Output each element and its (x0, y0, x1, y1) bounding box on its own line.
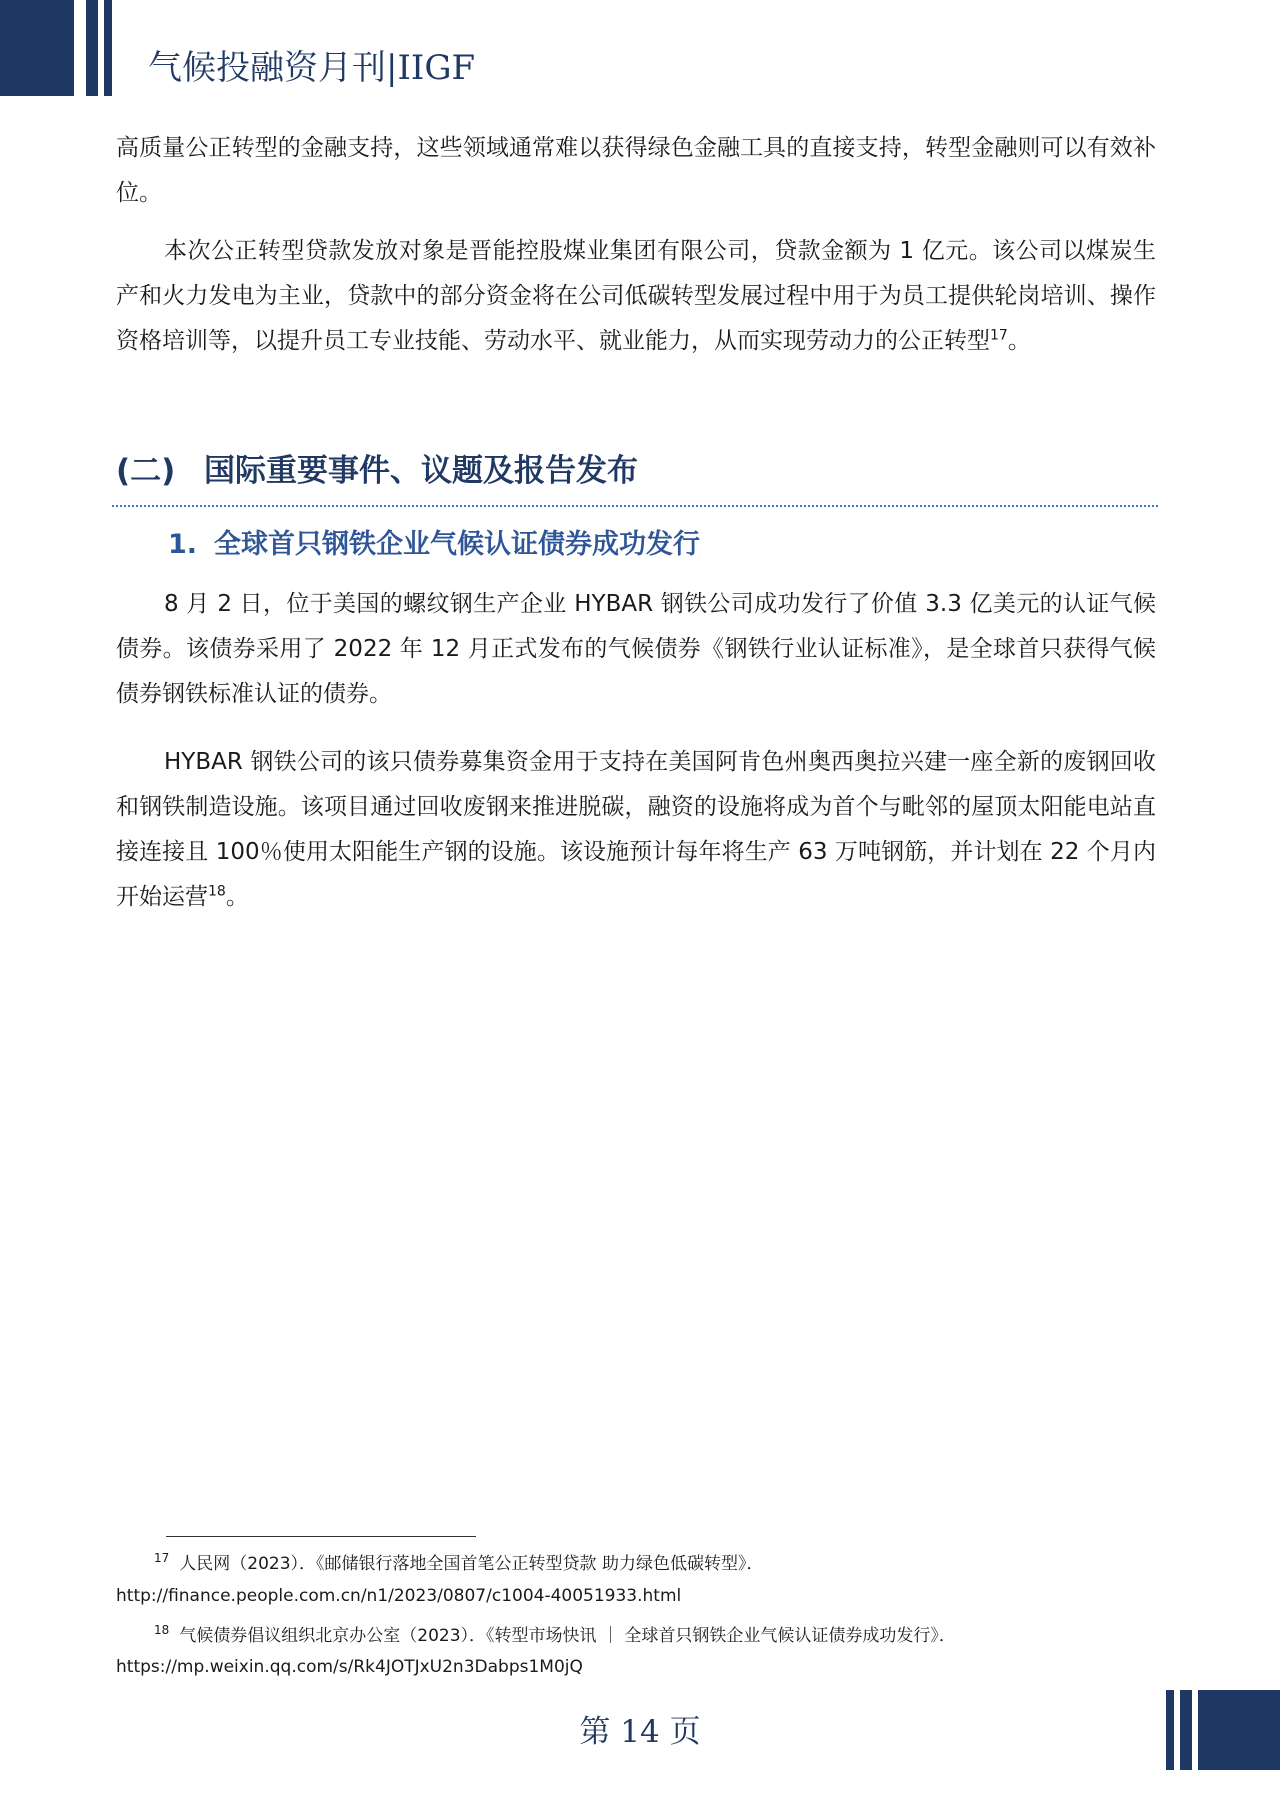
section-number: (二) (116, 453, 176, 489)
subsection-heading (168, 522, 700, 561)
section-title: 国际重要事件、议题及报告发布 (204, 453, 638, 489)
subsection-number: 1. (168, 529, 198, 560)
footnote-rule (166, 1536, 476, 1537)
header-title: 气候投融资月刊|IIGF (148, 48, 476, 88)
section-heading (116, 445, 638, 490)
paragraph-2 (116, 229, 1156, 364)
paragraph-2-text: 本次公正转型贷款发放对象是晋能控股煤业集团有限公司，贷款金额为 1 亿元。该公司以煤炭生产和火力发电为主业，贷款中的部分资金将在公司低碳转型发展过程中用于为员工提供轮岗培训、操作资格培训等，以提升员工专业技能、劳动水平、就业能力，从而实现劳动力的公正转型 (116, 238, 1156, 354)
paragraph-3: 8 月 2 日，位于美国的螺纹钢生产企业 HYBAR 钢铁公司成功发行了价值 3.3 亿美元的认证气候债券。该债券采用了 2022 年 12 月正式发布的气候债券《钢铁行业认证标准》，是全球首只获得气候债券钢铁标准认证的债券。 (116, 591, 1156, 707)
footer-bar-3 (1198, 1690, 1280, 1770)
header-bar-3 (104, 0, 112, 96)
footer-bar-1 (1166, 1690, 1174, 1770)
footnote-18 (154, 1621, 956, 1646)
paragraph-4 (116, 740, 1156, 920)
footer-bar-2 (1180, 1690, 1192, 1770)
footnote-17 (154, 1549, 763, 1574)
footnote-17-mark: 17 (154, 1551, 170, 1566)
paragraph-4-end: 。 (225, 884, 249, 910)
paragraph-2-end: 。 (1007, 328, 1031, 354)
subsection-title: 全球首只钢铁企业气候认证债券成功发行 (214, 529, 700, 560)
section-divider (112, 505, 1158, 507)
footnote-17-url[interactable]: http://finance.people.com.cn/n1/2023/0807/c1004-40051933.html (116, 1586, 682, 1606)
page-number: 第 14 页 (579, 1714, 701, 1750)
footnote-18-url[interactable]: https://mp.weixin.qq.com/s/Rk4JOTJxU2n3Dabps1M0jQ (116, 1657, 583, 1677)
footnote-17-citation: 人民网（2023）．《邮储银行落地全国首笔公正转型贷款 助力绿色低碳转型》． (179, 1554, 764, 1574)
footnote-18-mark: 18 (154, 1623, 170, 1638)
footnote-18-citation: 气候债券倡议组织北京办公室（2023）．《转型市场快讯 ｜ 全球首只钢铁企业气候认证债券成功发行》． (179, 1626, 956, 1646)
footnote-ref-17[interactable]: 17 (990, 327, 1008, 344)
footnote-ref-18[interactable]: 18 (208, 883, 226, 900)
paragraph-4-text: HYBAR 钢铁公司的该只债券募集资金用于支持在美国阿肯色州奥西奥拉兴建一座全新的废钢回收和钢铁制造设施。该项目通过回收废钢来推进脱碳，融资的设施将成为首个与毗邻的屋顶太阳能电站直接连接且 100％使用太阳能生产钢的设施。该设施预计每年将生产 63 万吨钢筋，并计划在 22 个月内开始运营 (116, 749, 1156, 910)
header-bar-2 (86, 0, 98, 96)
header-bar-1 (0, 0, 74, 96)
paragraph-1: 高质量公正转型的金融支持，这些领域通常难以获得绿色金融工具的直接支持，转型金融则可以有效补位。 (116, 135, 1156, 206)
